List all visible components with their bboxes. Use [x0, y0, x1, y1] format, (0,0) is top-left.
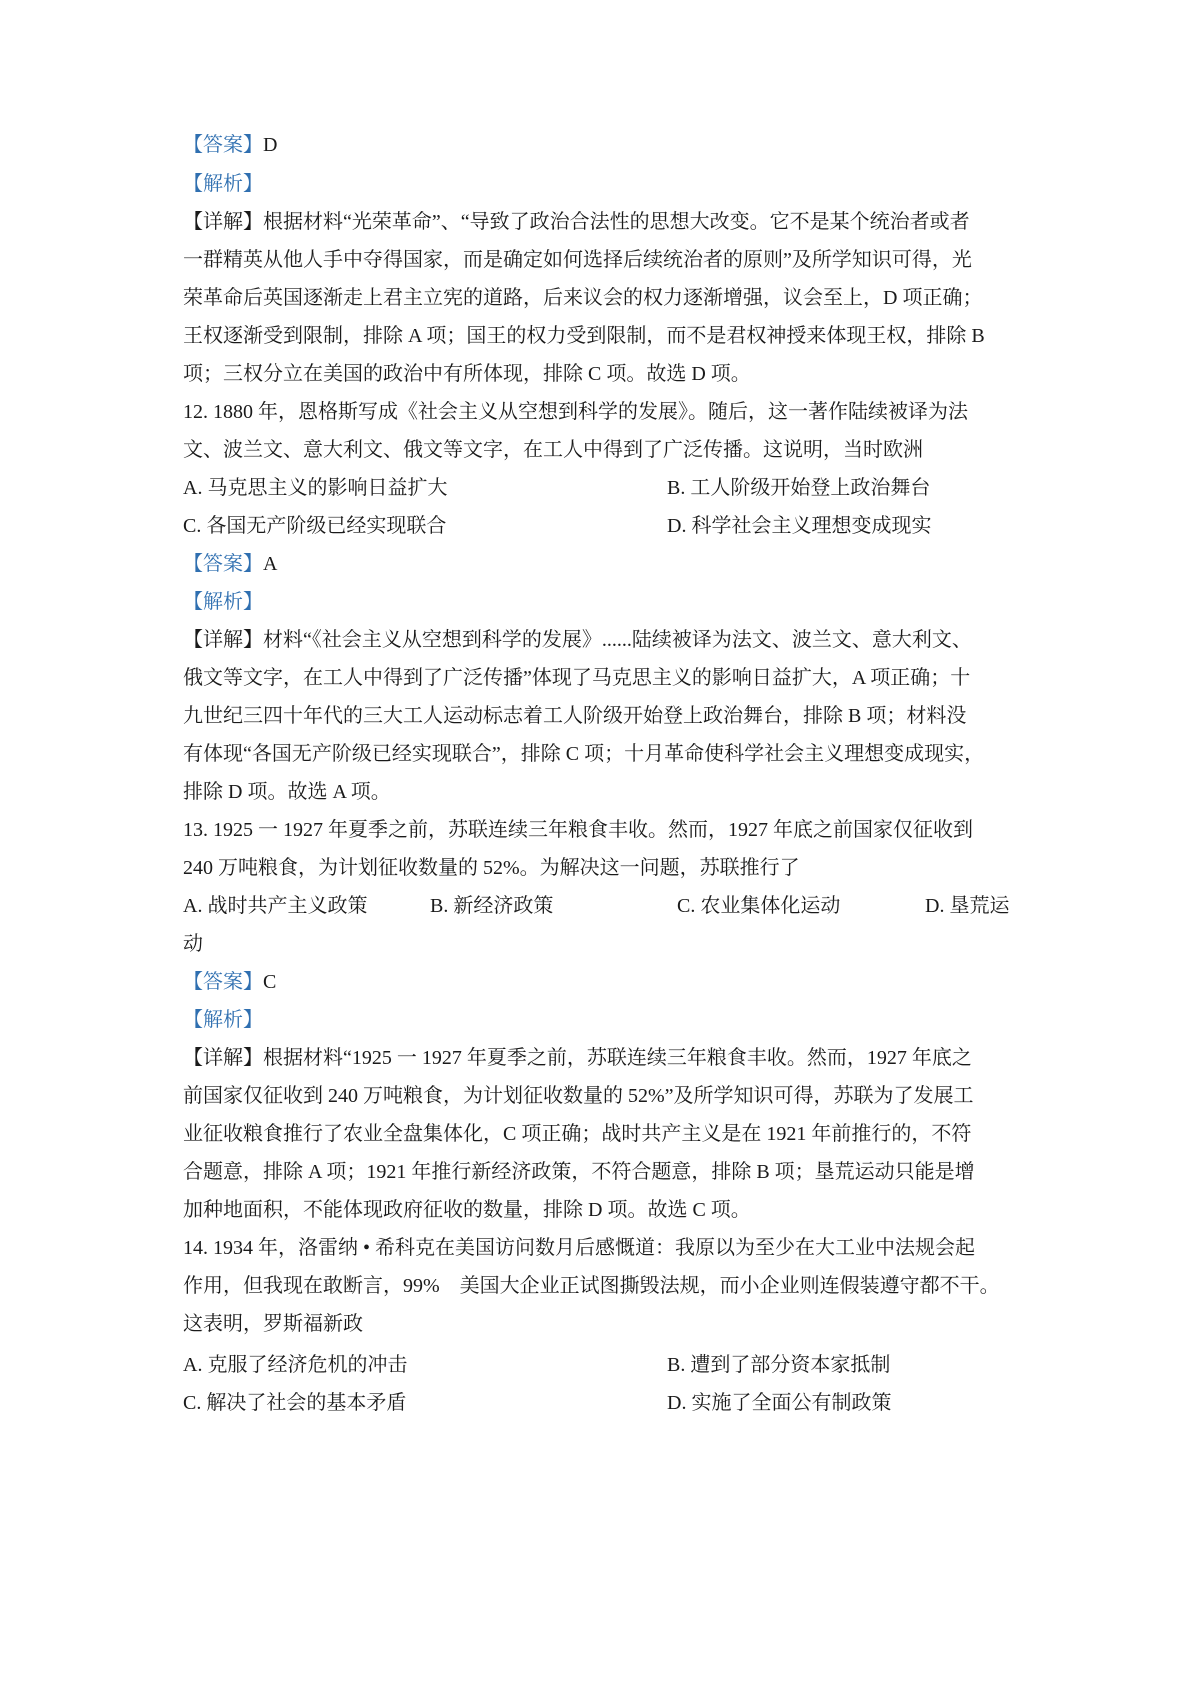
q11-analysis-label: 【解析】: [183, 173, 263, 195]
q13-option-d: D. 垦荒运: [925, 895, 1010, 917]
answer-label: 【答案】: [183, 553, 263, 575]
q14-stem-line-3: 这表明，罗斯福新政: [183, 1313, 363, 1335]
q13-option-b: B. 新经济政策: [430, 895, 554, 917]
q12-option-a: A. 马克思主义的影响日益扩大: [183, 477, 448, 499]
q13-detail-line-3: 业征收粮食推行了农业全盘集体化，C 项正确；战时共产主义是在 1921 年前推行的，不符: [183, 1123, 972, 1145]
detail-label: 【详解】: [183, 1047, 263, 1069]
q12-option-d: D. 科学社会主义理想变成现实: [667, 515, 932, 537]
q11-detail-line-3: 荣革命后英国逐渐走上君主立宪的道路，后来议会的权力逐渐增强，议会至上，D 项正确；: [183, 287, 983, 309]
q12-answer-line: [183, 550, 277, 578]
detail-label: 【详解】: [183, 211, 263, 233]
q14-option-a: A. 克服了经济危机的冲击: [183, 1354, 408, 1376]
q13-option-d-continued: 动: [183, 933, 203, 955]
q11-answer: D: [263, 134, 278, 156]
answer-label: 【答案】: [183, 971, 263, 993]
q13-option-a: A. 战时共产主义政策: [183, 895, 368, 917]
q13-answer-line: [183, 968, 276, 996]
q13-answer: C: [263, 971, 277, 993]
q12-option-b: B. 工人阶级开始登上政治舞台: [667, 477, 931, 499]
q14-option-c: C. 解决了社会的基本矛盾: [183, 1392, 407, 1414]
q13-detail-line-2: 前国家仅征收到 240 万吨粮食，为计划征收数量的 52%”及所学知识可得，苏联为了发展工: [183, 1085, 974, 1107]
q12-detail-line-3: 九世纪三四十年代的三大工人运动标志着工人阶级开始登上政治舞台，排除 B 项；材料没: [183, 705, 967, 727]
q12-answer: A: [263, 553, 278, 575]
q12-detail-line-2: 俄文等文字，在工人中得到了广泛传播”体现了马克思主义的影响日益扩大，A 项正确；十: [183, 667, 971, 689]
q13-analysis-label: 【解析】: [183, 1009, 263, 1031]
q14-stem-line-2: 作用，但我现在敢断言，99% 美国大企业正试图撕毁法规，而小企业则连假装遵守都不干。: [183, 1275, 1000, 1297]
detail-label: 【详解】: [183, 629, 263, 651]
q11-answer-line: [183, 131, 277, 159]
q12-detail-line-1: 【详解】材料“《社会主义从空想到科学的发展》......陆续被译为法文、波兰文、意大利文、: [183, 629, 972, 651]
q12-stem-line-2: 文、波兰文、意大利文、俄文等文字，在工人中得到了广泛传播。这说明，当时欧洲: [183, 439, 923, 461]
q14-option-b: B. 遭到了部分资本家抵制: [667, 1354, 891, 1376]
q12-detail-line-5: 排除 D 项。故选 A 项。: [183, 781, 391, 803]
q13-stem-line-2: 240 万吨粮食，为计划征收数量的 52%。为解决这一问题，苏联推行了: [183, 857, 800, 879]
q14-stem-line-1: 14. 1934 年，洛雷纳 • 希科克在美国访问数月后感慨道：我原以为至少在大工业中法规会起: [183, 1237, 976, 1259]
q12-detail-line-4: 有体现“各国无产阶级已经实现联合”，排除 C 项；十月革命使科学社会主义理想变成现实，: [183, 743, 985, 765]
q13-detail-line-4: 合题意，排除 A 项；1921 年推行新经济政策，不符合题意，排除 B 项；垦荒运动只能是增: [183, 1161, 975, 1183]
q13-stem-line-1: 13. 1925 一 1927 年夏季之前，苏联连续三年粮食丰收。然而，1927 年底之前国家仅征收到: [183, 819, 973, 841]
answer-label: 【答案】: [183, 134, 263, 156]
q12-option-c: C. 各国无产阶级已经实现联合: [183, 515, 447, 537]
q13-detail-line-5: 加种地面积，不能体现政府征收的数量，排除 D 项。故选 C 项。: [183, 1199, 751, 1221]
q11-detail-line-2: 一群精英从他人手中夺得国家，而是确定如何选择后续统治者的原则”及所学知识可得，光: [183, 249, 972, 271]
q11-detail-line-4: 王权逐渐受到限制，排除 A 项；国王的权力受到限制，而不是君权神授来体现王权，排除 B: [183, 325, 985, 347]
q13-detail-line-1: 【详解】根据材料“1925 一 1927 年夏季之前，苏联连续三年粮食丰收。然而，1927 年底之: [183, 1047, 972, 1069]
q12-analysis-label: 【解析】: [183, 591, 263, 613]
q13-option-c: C. 农业集体化运动: [677, 895, 841, 917]
q11-detail-line-5: 项；三权分立在美国的政治中有所体现，排除 C 项。故选 D 项。: [183, 363, 751, 385]
q11-detail-line-1: 【详解】根据材料“光荣革命”、“导致了政治合法性的思想大改变。它不是某个统治者或者: [183, 211, 970, 233]
q12-stem-line-1: 12. 1880 年，恩格斯写成《社会主义从空想到科学的发展》。随后，这一著作陆续被译为法: [183, 401, 968, 423]
q14-option-d: D. 实施了全面公有制政策: [667, 1392, 892, 1414]
